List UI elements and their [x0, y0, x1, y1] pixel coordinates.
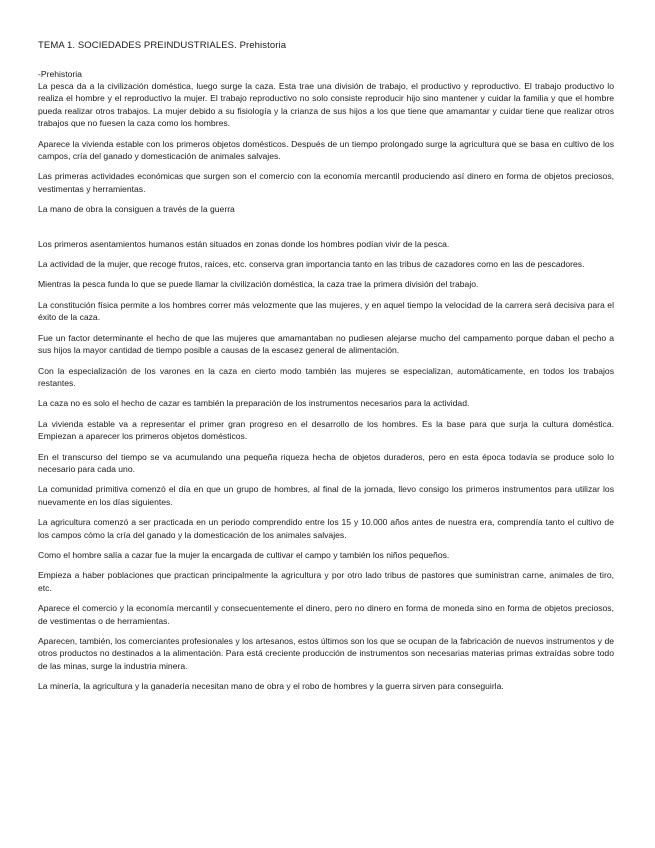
- paragraph: La agricultura comenzó a ser practicada en un periodo comprendido entre los 15 y 10.000 años antes de nuestra era, comprendía tanto el cultivo de los campos cómo la cría del ganado y la domesticación de los animales salvajes.: [38, 517, 614, 540]
- paragraph: Aparece la vivienda estable con los primeros objetos domésticos. Después de un tiempo prolongado surge la agricultura que se basa en cultivo de los campos, cría del ganado y domesticación de animales salvajes.: [38, 138, 614, 162]
- section-subheading: -Prehistoria: [38, 69, 82, 79]
- paragraph: Fue un factor determinante el hecho de que las mujeres que amamantaban no pudiesen alejarse mucho del campamento porque daban el pecho a sus hijos la mayor cantidad de tiempo posible a causas de la escasez general de alimentación.: [38, 332, 614, 356]
- paragraph: La caza no es solo el hecho de cazar es también la preparación de los instrumentos necesarios para la actividad.: [38, 398, 470, 409]
- paragraph: Como el hombre salía a cazar fue la mujer la encargada de cultivar el campo y también los niños pequeños.: [38, 549, 450, 560]
- paragraph: La pesca da a la civilización doméstica, luego surge la caza. Esta trae una división de trabajo, el productivo y reproductivo. El trabajo productivo lo realiza el hombre y el reproductivo la mujer. El trabajo reproductivo no solo consiste reproducir hijo sino mantener y cuidar la familia y que el hombre pueda realizar otros trabajos. La mujer debido a su fisiología y la crianza de sus hijos a los que tiene que amamantar y cuidar tiene que realizar otros trabajos que no fuesen la caza como los hombres.: [38, 81, 614, 129]
- paragraph: La minería, la agricultura y la ganadería necesitan mano de obra y el robo de hombres y la guerra sirven para conseguirla.: [38, 681, 504, 692]
- paragraph: Mientras la pesca funda lo que se puede llamar la civilización doméstica, la caza trae la primera división del trabajo.: [38, 279, 479, 290]
- paragraph: La comunidad primitiva comenzó el día en que un grupo de hombres, al final de la jornada, llevo consigo los primeros instrumentos para utilizar los nuevamente en los días siguientes.: [38, 484, 614, 507]
- paragraph: Con la especialización de los varones en la caza en cierto modo también las mujeres se especializan, automáticamente, en todos los trabajos restantes.: [38, 365, 614, 388]
- paragraph: Los primeros asentamientos humanos están situados en zonas donde los hombres podían vivir de la pesca.: [38, 238, 450, 249]
- paragraph: La mano de obra la consiguen a través de la guerra: [38, 204, 235, 215]
- paragraph: La constitución física permite a los hombres correr más velozmente que las mujeres, y en aquel tiempo la velocidad de la carrera será decisiva para el éxito de la caza.: [38, 299, 614, 323]
- paragraph: La actividad de la mujer, que recoge frutos, raíces, etc. conserva gran importancia tanto en las tribus de cazadores como en las de pescadores.: [38, 259, 585, 270]
- paragraph: Aparecen, también, los comerciantes profesionales y los artesanos, estos últimos son los que se ocupan de la fabricación de nuevos instrumentos y de otros productos no destinados a la alimentación. Para está creciente producción de instrumentos son necesarias materias primas extraídas sobre todo de las minas, surge la industria minera.: [38, 636, 614, 671]
- document-title: TEMA 1. SOCIEDADES PREINDUSTRIALES. Prehistoria: [38, 40, 287, 51]
- paragraph: En el transcurso del tiempo se va acumulando una pequeña riqueza hecha de objetos duraderos, pero en esta época todavía se produce solo lo necesario para cada uno.: [38, 451, 614, 474]
- paragraph: Las primeras actividades económicas que surgen son el comercio con la economía mercantil produciendo así dinero en forma de objetos preciosos, vestimentas y herramientas.: [38, 171, 614, 194]
- paragraph: Empieza a haber poblaciones que practican principalmente la agricultura y por otro lado tribus de pastores que suministran carne, animales de tiro, etc.: [38, 570, 614, 593]
- paragraph: La vivienda estable va a representar el primer gran progreso en el desarrollo de los hombres. Es la base para que surja la cultura doméstica. Empiezan a aparecer los primeros objetos domésticos.: [38, 418, 614, 442]
- paragraph: Aparece el comercio y la economía mercantil y consecuentemente el dinero, pero no dinero en forma de moneda sino en forma de objetos preciosos, de vestimentas o de herramientas.: [38, 603, 614, 626]
- document-page: [38, 40, 614, 701]
